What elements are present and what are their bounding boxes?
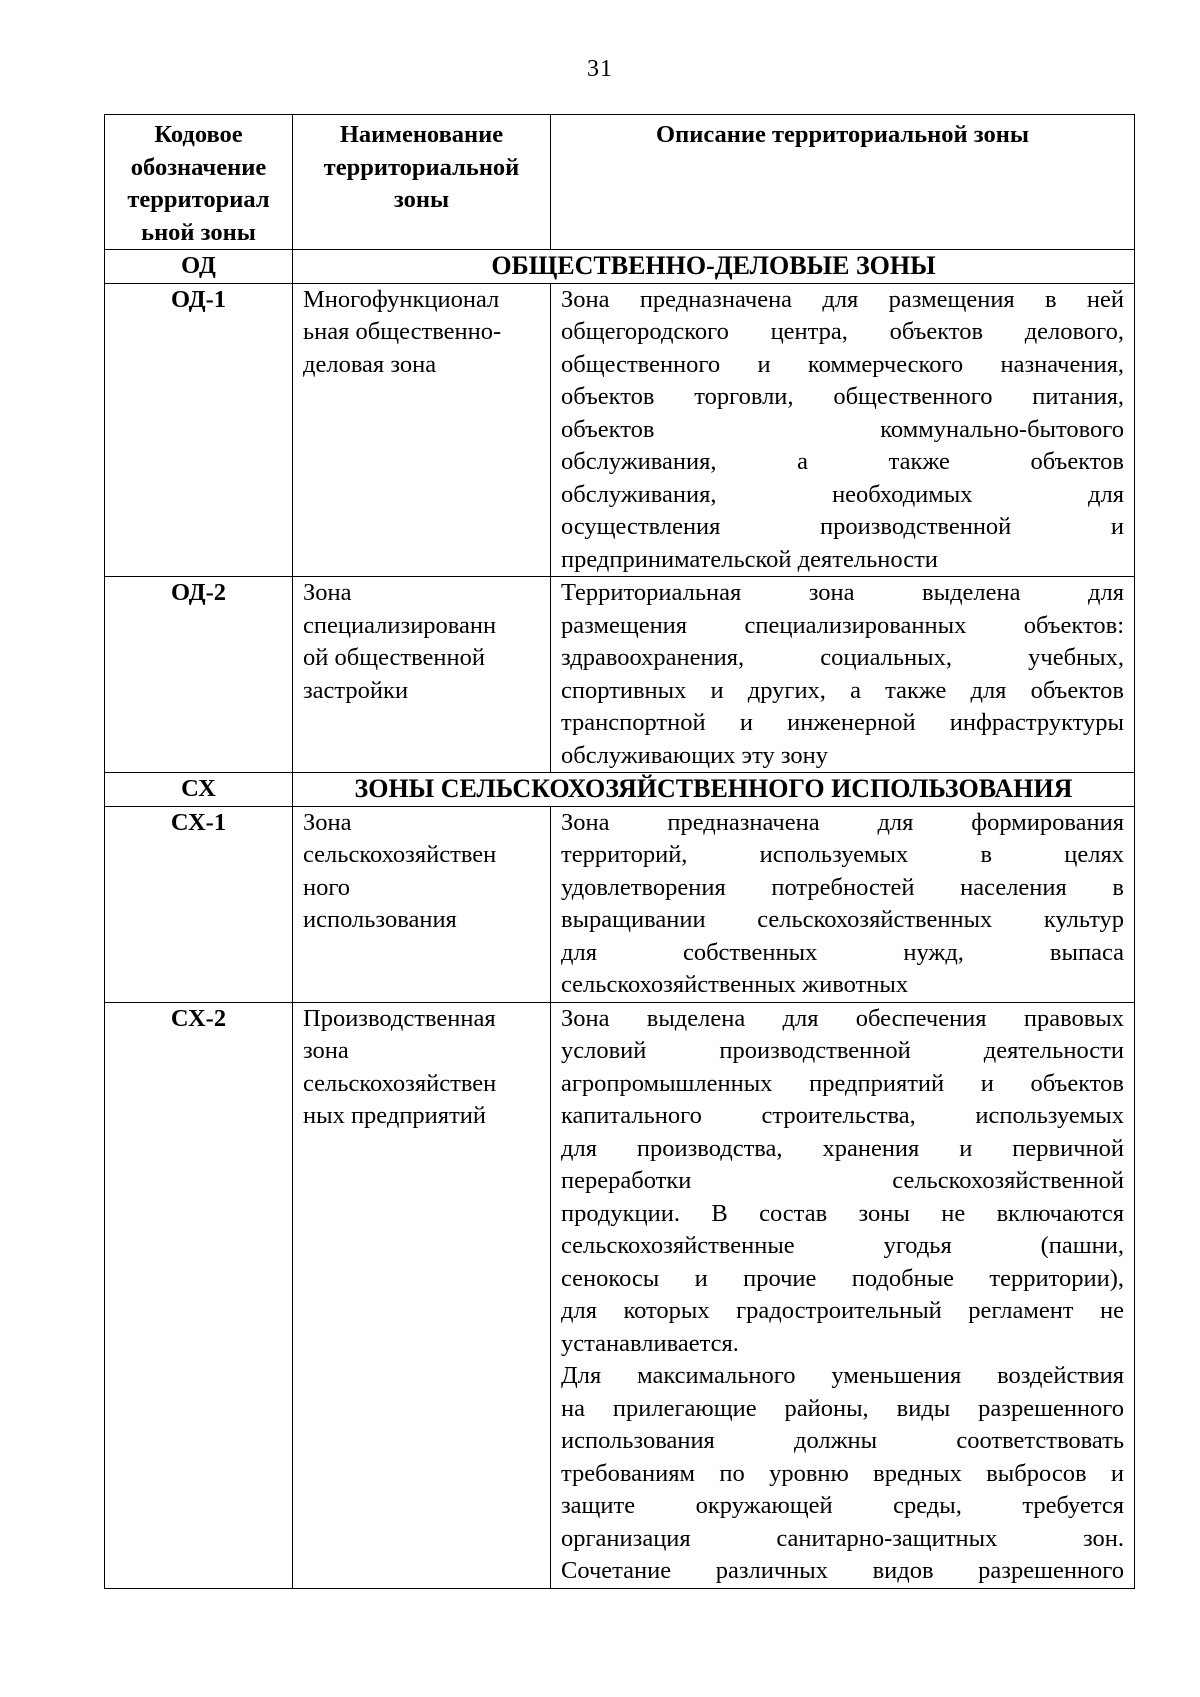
zone-description-line: обслуживания, необходимых для (561, 480, 1124, 508)
zones-table (104, 114, 1135, 1589)
zone-description-line: объектов коммунально-бытового (561, 415, 1124, 443)
zone-description-line: обслуживающих эту зону (561, 741, 828, 769)
section-code: СХ (105, 773, 293, 807)
zone-name-line: сельскохозяйствен (303, 841, 497, 868)
zone-description-line: сенокосы и прочие подобные территории), (561, 1264, 1124, 1292)
header-description-column: Описание территориальной зоны (551, 115, 1135, 250)
zone-name-line: ного (303, 873, 351, 901)
zone-code: СХ-1 (105, 806, 293, 1002)
zone-name-line: специализированн (303, 611, 497, 639)
zone-description-line: предпринимательской деятельности (561, 545, 938, 573)
zone-name (293, 283, 551, 577)
zone-description-line: использования должны соответствовать (561, 1427, 1124, 1454)
zone-description-line: Зона предназначена для формирования (561, 808, 1124, 836)
zone-description-line: капитального строительства, используемых (561, 1102, 1124, 1129)
zone-description-line: выращивании сельскохозяйственных культур (561, 906, 1124, 933)
zone-description-line: Территориальная зона выделена для (561, 579, 1124, 606)
zone-name-line: застройки (303, 676, 409, 704)
table-header-row (105, 115, 1135, 250)
zone-description-line: удовлетворения потребностей населения в (561, 873, 1124, 901)
zone-name-line: Многофункционал (303, 285, 500, 313)
zone-description-line: условий производственной деятельности (561, 1037, 1124, 1064)
zone-name-line: ных предприятий (303, 1102, 486, 1129)
zone-name (293, 806, 551, 1002)
zone-description (551, 806, 1135, 1002)
zone-description-line: здравоохранения, социальных, учебных, (561, 644, 1124, 671)
zone-name-line: использования (303, 906, 457, 933)
zone-description-line: агропромышленных предприятий и объектов (561, 1069, 1124, 1097)
header-name-column: Наименование территориальной зоны (293, 115, 551, 250)
zone-description (551, 577, 1135, 773)
zone-description (551, 283, 1135, 577)
zone-name (293, 577, 551, 773)
header-code-column: Кодовое обозначение территориал ьной зоны (105, 115, 293, 250)
zone-description-line: транспортной и инженерной инфраструктуры (561, 709, 1124, 736)
zone-description-line: Зона предназначена для размещения в ней (561, 285, 1124, 313)
zone-row (105, 1002, 1135, 1588)
zone-description-line: на прилегающие районы, виды разрешенного (561, 1394, 1124, 1422)
section-code: ОД (105, 250, 293, 284)
section-row (105, 250, 1135, 284)
zone-description-line: общественного и коммерческого назначения, (561, 350, 1124, 378)
zone-code: ОД-1 (105, 283, 293, 577)
zone-description-line: территорий, используемых в целях (561, 841, 1124, 868)
zone-description-line: требованиям по уровню вредных выбросов и (561, 1459, 1124, 1487)
zone-row (105, 577, 1135, 773)
section-row (105, 773, 1135, 807)
zone-description-line: размещения специализированных объектов: (561, 611, 1124, 639)
zone-description-line: для которых градостроительный регламент не (561, 1297, 1124, 1324)
zone-name-line: ой общественной (303, 644, 486, 671)
zone-name-line: ьная общественно- (303, 318, 502, 345)
section-title: ЗОНЫ СЕЛЬСКОХОЗЯЙСТВЕННОГО ИСПОЛЬЗОВАНИЯ (293, 773, 1135, 807)
zone-name-line: Зона (303, 579, 352, 606)
zone-description-line: устанавливается. (561, 1329, 739, 1357)
zone-name-line: зона (303, 1037, 349, 1064)
zone-description-line: продукции. В состав зоны не включаются (561, 1199, 1124, 1227)
zone-description (551, 1002, 1135, 1588)
section-title: ОБЩЕСТВЕННО-ДЕЛОВЫЕ ЗОНЫ (293, 250, 1135, 284)
zone-description-line: для собственных нужд, выпаса (561, 938, 1124, 966)
zone-code: СХ-2 (105, 1002, 293, 1588)
zone-description-line: Для максимального уменьшения воздействия (561, 1362, 1124, 1389)
zone-name-line: деловая зона (303, 350, 437, 378)
zone-description-line: объектов торговли, общественного питания, (561, 383, 1124, 410)
zone-description-line: осуществления производственной и (561, 513, 1124, 540)
zone-description-line: переработки сельскохозяйственной (561, 1167, 1124, 1194)
zone-row (105, 806, 1135, 1002)
zone-description-line: обслуживания, а также объектов (561, 448, 1124, 475)
zone-description-line: спортивных и других, а также для объектов (561, 676, 1124, 704)
zone-description-line: Зона выделена для обеспечения правовых (561, 1004, 1124, 1032)
zone-description-line: для производства, хранения и первичной (561, 1134, 1124, 1162)
zone-description-line: Сочетание различных видов разрешенного (561, 1557, 1124, 1584)
zone-description-line: общегородского центра, объектов делового, (561, 318, 1124, 345)
zone-description-line: сельскохозяйственных животных (561, 971, 909, 998)
zone-code: ОД-2 (105, 577, 293, 773)
zone-name-line: сельскохозяйствен (303, 1069, 497, 1097)
zone-row (105, 283, 1135, 577)
zone-description-line: организация санитарно-защитных зон. (561, 1524, 1124, 1552)
zone-description-line: сельскохозяйственные угодья (пашни, (561, 1232, 1124, 1259)
zone-name (293, 1002, 551, 1588)
page-number: 31 (587, 56, 613, 82)
zone-name-line: Производственная (303, 1004, 496, 1032)
zone-description-line: защите окружающей среды, требуется (561, 1492, 1124, 1519)
zone-name-line: Зона (303, 808, 352, 836)
